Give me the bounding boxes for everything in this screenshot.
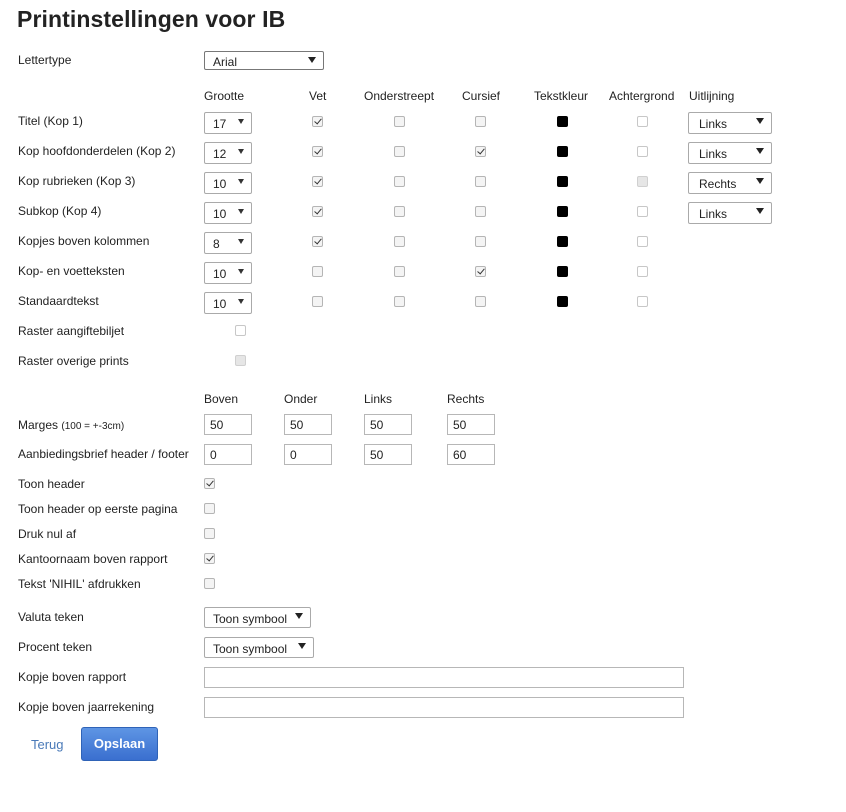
size-select[interactable] — [204, 262, 252, 284]
style-row-label: Kopjes boven kolommen — [18, 234, 150, 248]
italic-checkbox[interactable] — [475, 296, 486, 307]
underline-checkbox[interactable] — [394, 296, 405, 307]
col-background: Achtergrond — [609, 89, 675, 103]
style-row-label: Kop hoofdonderdelen (Kop 2) — [18, 144, 176, 158]
chevron-down-icon — [756, 178, 764, 184]
col-bold: Vet — [309, 89, 327, 103]
margin-col-top: Boven — [204, 392, 239, 406]
underline-checkbox[interactable] — [394, 176, 405, 187]
letter-margin-top-input[interactable]: 0 — [204, 444, 252, 465]
option-checkbox[interactable] — [204, 553, 215, 564]
option-label: Toon header — [18, 477, 85, 491]
align-select-value: Links — [699, 147, 728, 161]
bold-checkbox[interactable] — [312, 206, 323, 217]
grid-other-checkbox[interactable] — [235, 355, 246, 366]
currency-label: Valuta teken — [18, 610, 84, 624]
report-heading-label: Kopje boven rapport — [18, 670, 127, 684]
bold-checkbox[interactable] — [312, 176, 323, 187]
chevron-down-icon — [238, 269, 244, 274]
option-checkbox[interactable] — [204, 528, 215, 539]
chevron-down-icon — [756, 118, 764, 124]
size-select[interactable] — [204, 232, 252, 254]
option-checkbox[interactable] — [204, 578, 215, 589]
size-select-value: 10 — [213, 177, 227, 191]
percent-select[interactable] — [204, 637, 314, 658]
align-select-value: Rechts — [699, 177, 737, 191]
textcolor-swatch[interactable] — [557, 116, 568, 127]
size-select[interactable] — [204, 292, 252, 314]
back-link[interactable]: Terug — [31, 737, 64, 752]
background-checkbox[interactable] — [637, 296, 648, 307]
align-select-value: Links — [699, 207, 728, 221]
underline-checkbox[interactable] — [394, 116, 405, 127]
chevron-down-icon — [238, 179, 244, 184]
style-row-label: Titel (Kop 1) — [18, 114, 83, 128]
chevron-down-icon — [756, 148, 764, 154]
option-checkbox[interactable] — [204, 503, 215, 514]
grid-other-label: Raster overige prints — [18, 354, 129, 368]
margins-note: (100 = +-3cm) — [61, 421, 125, 432]
font-select-value: Arial — [213, 55, 238, 69]
align-select-value: Links — [699, 117, 728, 131]
chevron-down-icon — [308, 57, 316, 63]
grid-declaration-checkbox[interactable] — [235, 325, 246, 336]
margin-bottom-input[interactable]: 50 — [284, 414, 332, 435]
grid-declaration-label: Raster aangiftebiljet — [18, 324, 125, 338]
chevron-down-icon — [295, 613, 303, 619]
textcolor-swatch[interactable] — [557, 206, 568, 217]
size-select[interactable] — [204, 172, 252, 194]
option-label: Toon header op eerste pagina — [18, 502, 178, 516]
underline-checkbox[interactable] — [394, 206, 405, 217]
size-select[interactable] — [204, 142, 252, 164]
font-label: Lettertype — [18, 53, 72, 67]
size-select[interactable] — [204, 112, 252, 134]
background-checkbox[interactable] — [637, 146, 648, 157]
style-row-label: Standaardtekst — [18, 294, 99, 308]
size-select-value: 12 — [213, 147, 227, 161]
letter-margins-label: Aanbiedingsbrief header / footer — [18, 447, 189, 461]
annual-heading-input[interactable] — [204, 697, 684, 718]
underline-checkbox[interactable] — [394, 266, 405, 277]
option-label: Tekst 'NIHIL' afdrukken — [18, 577, 141, 591]
percent-select-value: Toon symbool — [213, 642, 288, 656]
size-select-value: 17 — [213, 117, 227, 131]
currency-select-value: Toon symbool — [213, 612, 288, 626]
chevron-down-icon — [238, 209, 244, 214]
margin-right-input[interactable]: 50 — [447, 414, 495, 435]
style-row-label: Kop rubrieken (Kop 3) — [18, 174, 136, 188]
size-select[interactable] — [204, 202, 252, 224]
col-textcolor: Tekstkleur — [534, 89, 589, 103]
bold-checkbox[interactable] — [312, 146, 323, 157]
size-select-value: 10 — [213, 267, 227, 281]
underline-checkbox[interactable] — [394, 236, 405, 247]
margin-top-input[interactable]: 50 — [204, 414, 252, 435]
style-row-label: Kop- en voetteksten — [18, 264, 125, 278]
col-align: Uitlijning — [689, 89, 735, 103]
margins-label — [18, 418, 124, 432]
page-title: Printinstellingen voor IB — [17, 6, 286, 32]
background-checkbox[interactable] — [637, 266, 648, 277]
style-row-label: Subkop (Kop 4) — [18, 204, 102, 218]
italic-checkbox[interactable] — [475, 206, 486, 217]
margin-col-right: Rechts — [447, 392, 485, 406]
chevron-down-icon — [238, 149, 244, 154]
background-checkbox[interactable] — [637, 236, 648, 247]
currency-select[interactable] — [204, 607, 311, 628]
size-select-value: 10 — [213, 297, 227, 311]
option-checkbox[interactable] — [204, 478, 215, 489]
italic-checkbox[interactable] — [475, 116, 486, 127]
size-select-value: 10 — [213, 207, 227, 221]
letter-margin-right-input[interactable]: 60 — [447, 444, 495, 465]
annual-heading-label: Kopje boven jaarrekening — [18, 700, 155, 714]
letter-margin-left-input[interactable]: 50 — [364, 444, 412, 465]
col-underline: Onderstreept — [364, 89, 435, 103]
chevron-down-icon — [238, 299, 244, 304]
save-button[interactable]: Opslaan — [81, 727, 158, 761]
bold-checkbox[interactable] — [312, 266, 323, 277]
percent-label: Procent teken — [18, 640, 93, 654]
align-select[interactable] — [688, 172, 772, 194]
chevron-down-icon — [298, 643, 306, 649]
chevron-down-icon — [756, 208, 764, 214]
margin-col-bottom: Onder — [284, 392, 318, 406]
margins-label-text: Marges — [18, 418, 59, 432]
italic-checkbox[interactable] — [475, 236, 486, 247]
textcolor-swatch[interactable] — [557, 236, 568, 247]
align-select[interactable] — [688, 202, 772, 224]
background-checkbox[interactable] — [637, 176, 648, 187]
font-select[interactable] — [204, 51, 324, 70]
letter-margin-bottom-input[interactable]: 0 — [284, 444, 332, 465]
textcolor-swatch[interactable] — [557, 146, 568, 157]
col-size: Grootte — [204, 89, 245, 103]
chevron-down-icon — [238, 239, 244, 244]
size-select-value: 8 — [213, 237, 220, 251]
italic-checkbox[interactable] — [475, 266, 486, 277]
underline-checkbox[interactable] — [394, 146, 405, 157]
bold-checkbox[interactable] — [312, 296, 323, 307]
textcolor-swatch[interactable] — [557, 296, 568, 307]
chevron-down-icon — [238, 119, 244, 124]
report-heading-input[interactable] — [204, 667, 684, 688]
option-label: Druk nul af — [18, 527, 77, 541]
italic-checkbox[interactable] — [475, 176, 486, 187]
align-select[interactable] — [688, 142, 772, 164]
align-select[interactable] — [688, 112, 772, 134]
textcolor-swatch[interactable] — [557, 266, 568, 277]
col-italic: Cursief — [462, 89, 501, 103]
bold-checkbox[interactable] — [312, 116, 323, 127]
margin-left-input[interactable]: 50 — [364, 414, 412, 435]
background-checkbox[interactable] — [637, 116, 648, 127]
textcolor-swatch[interactable] — [557, 176, 568, 187]
option-label: Kantoornaam boven rapport — [18, 552, 168, 566]
italic-checkbox[interactable] — [475, 146, 486, 157]
margin-col-left: Links — [364, 392, 393, 406]
background-checkbox[interactable] — [637, 206, 648, 217]
bold-checkbox[interactable] — [312, 236, 323, 247]
